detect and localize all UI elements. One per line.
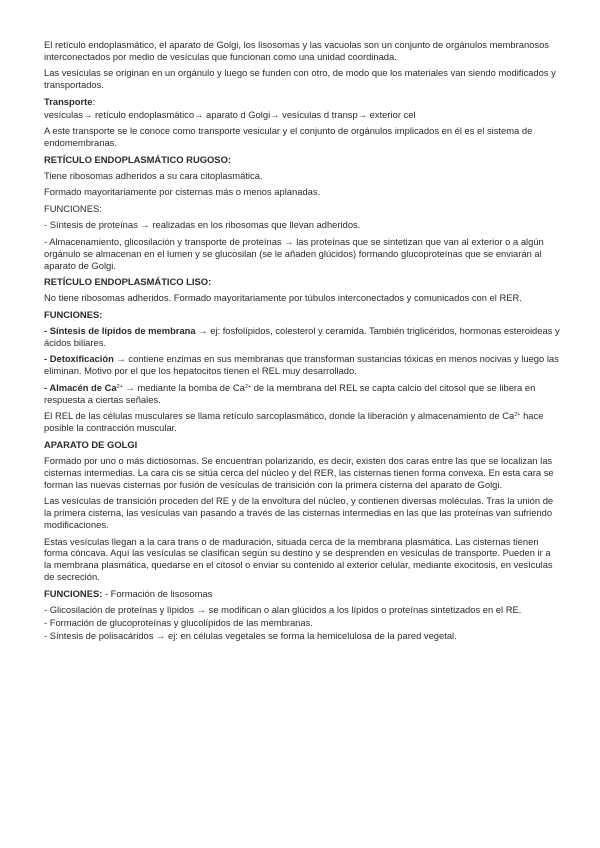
rel-funcion-3-text-b: de la membrana del REL se capta calcio del citosol que se libera en respuesta a ciertas señales.: [44, 381, 536, 405]
golgi-funcion-2: - Formación de glucoproteínas y glucolípidos de las membranas.: [44, 617, 313, 629]
superscript: 2+: [116, 383, 123, 390]
transporte-label: Transporte: [44, 95, 93, 107]
rel-funcion-2: [44, 353, 560, 377]
rel-paragraph-final-a: El REL de las células musculares se llama retículo sarcoplasmático, donde la liberación y almacenamiento de Ca: [44, 410, 515, 422]
golgi-funciones-rest: - Formación de lisosomas: [102, 587, 213, 599]
intro-paragraph-1: El retículo endoplasmático, el aparato de Golgi, los lisosomas y las vacuolas son un conjunto de orgánulos membranosos interconectados por medio de vesículas que funcionan como una unidad coordinada.: [44, 39, 549, 62]
rer-heading: RETÍCULO ENDOPLASMÁTICO RUGOSO:: [44, 153, 231, 165]
superscript: 2+: [244, 383, 252, 390]
transporte-route: vesículas→ retículo endoplasmático→ aparato d Golgi→ vesículas d transp→ exterior cel: [44, 108, 416, 120]
golgi-funciones-label: FUNCIONES:: [44, 587, 103, 599]
rer-funcion-2: - Almacenamiento, glicosilación y transporte de proteínas → las proteínas que se sintetizan que van al exterior o a algún orgánulo se almacenan en el lumen y se glucosilan (se le añaden glúcidos) formando glucoproteínas que se enviarán al aparato de Golgi.: [44, 235, 544, 271]
rel-funciones-label: FUNCIONES:: [44, 308, 103, 320]
rel-heading: RETÍCULO ENDOPLASMÁTICO LISO:: [44, 276, 212, 288]
golgi-paragraph-2: Las vesículas de transición proceden del RE y de la envoltura del núcleo, y contienen diversas moléculas. Tras la unión de la primera cisterna, las vesículas van pasando a través de las cisternas intermedias en las que las proteínas van sufriendo modificaciones.: [44, 495, 554, 530]
rel-paragraph-final-b: hace posible la contracción muscular.: [44, 410, 544, 434]
golgi-paragraph-3: Estas vesículas llegan a la cara trans o de maduración, situada cerca de la membrana plasmática. Las cisternas tienen forma cóncava. Aquí las vesículas se clasifican según su destino y se desprenden en vesículas de transporte. Pueden ir a la membrana plasmática, quedarse en el citosol o enviar su contenido al exterior celular, mediante exocitosis, en vesículas de secreción.: [44, 535, 553, 583]
rel-funcion-2-term: - Detoxificación: [44, 353, 114, 365]
rel-funcion-1-term: - Síntesis de lípidos de membrana: [44, 325, 196, 337]
rel-funcion-3-term: - Almacén de Ca: [44, 381, 117, 393]
rer-paragraph-2: Formado mayoritariamente por cisternas más o menos aplanadas.: [44, 186, 321, 198]
rer-paragraph-1: Tiene ribosomas adheridos a su cara citoplasmática.: [44, 169, 263, 181]
intro-paragraph-2: Las vesículas se originan en un orgánulo y luego se funden con otro, de modo que los materiales van siendo modificados y transportados.: [44, 67, 556, 91]
rel-funcion-3: [44, 382, 560, 406]
transporte-colon: :: [92, 95, 96, 107]
superscript: 2+: [514, 412, 521, 419]
transporte-note: A este transporte se le conoce como transporte vesicular y el conjunto de orgánulos implicados en él es el sistema de endomembranas.: [44, 125, 533, 149]
golgi-paragraph-1: Formado por uno o más dictiosomas. Se encuentran polarizando, es decir, existen dos caras entre las que se localizan las cisternas intermedias. La cara cis se sitúa cerca del núcleo y del RER, las cisternas tienen forma convexa. En esta cara se forman las nuevas cisternas por fusión de vesículas de transición con la primera cisterna del aparato de Golgi.: [44, 454, 554, 490]
rer-funcion-1: - Síntesis de proteínas → realizadas en los ribosomas que llevan adheridos.: [44, 219, 361, 231]
golgi-funciones: [44, 588, 560, 600]
transporte-heading: [44, 96, 560, 108]
rel-funcion-3-text-a: → mediante la bomba de Ca: [122, 381, 245, 393]
rel-funcion-1-text: → ej: fosfolípidos, colesterol y ceramida. También triglicéridos, hormonas esteroideas y ácidos biliares.: [44, 325, 560, 348]
rel-paragraph-final: [44, 410, 560, 434]
document-page: [44, 39, 560, 643]
rer-funciones-label: FUNCIONES:: [44, 202, 102, 214]
rel-paragraph-1: No tiene ribosomas adheridos. Formado mayoritariamente por túbulos interconectados y comunicados con el RER.: [44, 292, 522, 304]
golgi-funcion-3: - Síntesis de polisacáridos → ej: en células vegetales se forma la hemicelulosa de la pared vegetal.: [44, 630, 457, 642]
rel-funcion-1: [44, 325, 560, 349]
golgi-heading: APARATO DE GOLGI: [44, 438, 138, 450]
rel-funcion-2-text: → contiene enzimas en sus membranas que transforman sustancias tóxicas en menos nocivas y luego las eliminan. Motivo por el que los hepatocitos tienen el REL muy desarrollado.: [44, 353, 559, 377]
golgi-funcion-1: - Glicosilación de proteínas y lípidos → se modifican o alan glúcidos a los lípidos o proteínas sintetizados en el RE.: [44, 604, 522, 616]
